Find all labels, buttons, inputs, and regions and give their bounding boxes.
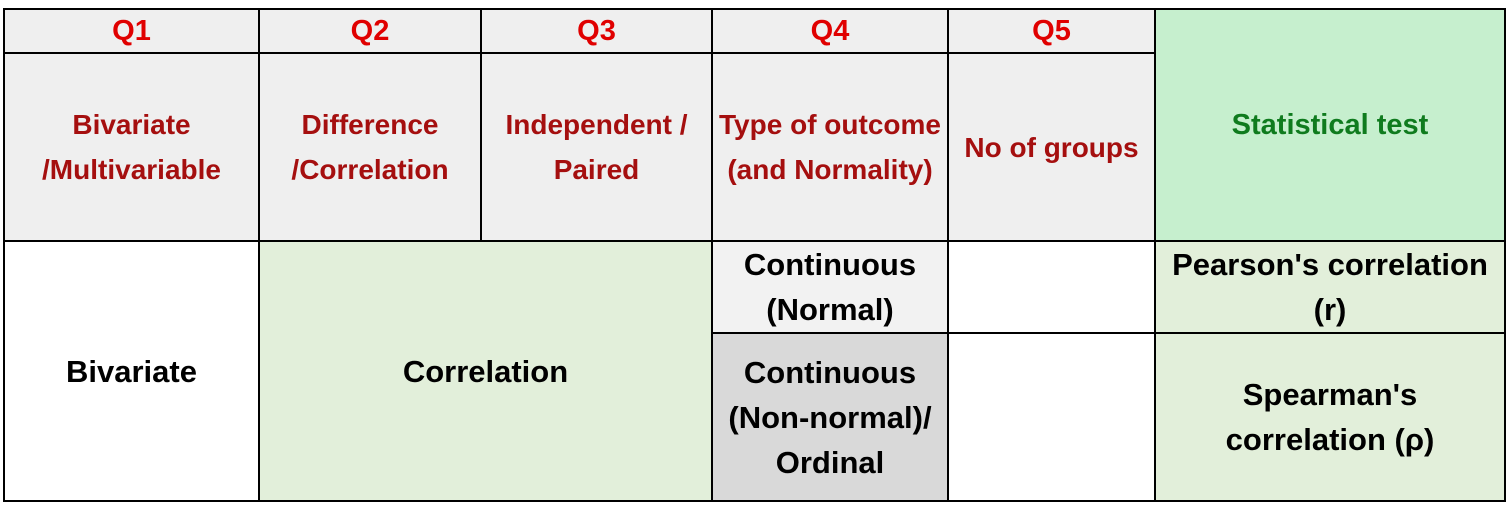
q4-text: Type of outcome (and Normality) bbox=[712, 53, 948, 241]
groups-cell bbox=[948, 333, 1155, 501]
outcome-cell: Continuous (Normal) bbox=[712, 241, 948, 333]
q4-number: Q4 bbox=[712, 9, 948, 53]
q2-number: Q2 bbox=[259, 9, 481, 53]
q2-text: Difference /Correlation bbox=[259, 53, 481, 241]
groups-cell bbox=[948, 241, 1155, 333]
test-cell: Spearman's correlation (ρ) bbox=[1155, 333, 1505, 501]
outcome-cell: Continuous (Non-normal)/ Ordinal bbox=[712, 333, 948, 501]
statistical-test-header: Statistical test bbox=[1155, 9, 1505, 241]
q3-text: Independent / Paired bbox=[481, 53, 712, 241]
test-cell: Pearson's correlation (r) bbox=[1155, 241, 1505, 333]
question-number-row bbox=[4, 9, 1505, 53]
q2-q3-value-cell: Correlation bbox=[259, 241, 712, 501]
q5-number: Q5 bbox=[948, 9, 1155, 53]
q3-number: Q3 bbox=[481, 9, 712, 53]
q5-text: No of groups bbox=[948, 53, 1155, 241]
q1-value-cell: Bivariate bbox=[4, 241, 259, 501]
table-row bbox=[4, 241, 1505, 333]
q1-text: Bivariate /Multivariable bbox=[4, 53, 259, 241]
q1-number: Q1 bbox=[4, 9, 259, 53]
statistical-test-table bbox=[3, 8, 1506, 502]
